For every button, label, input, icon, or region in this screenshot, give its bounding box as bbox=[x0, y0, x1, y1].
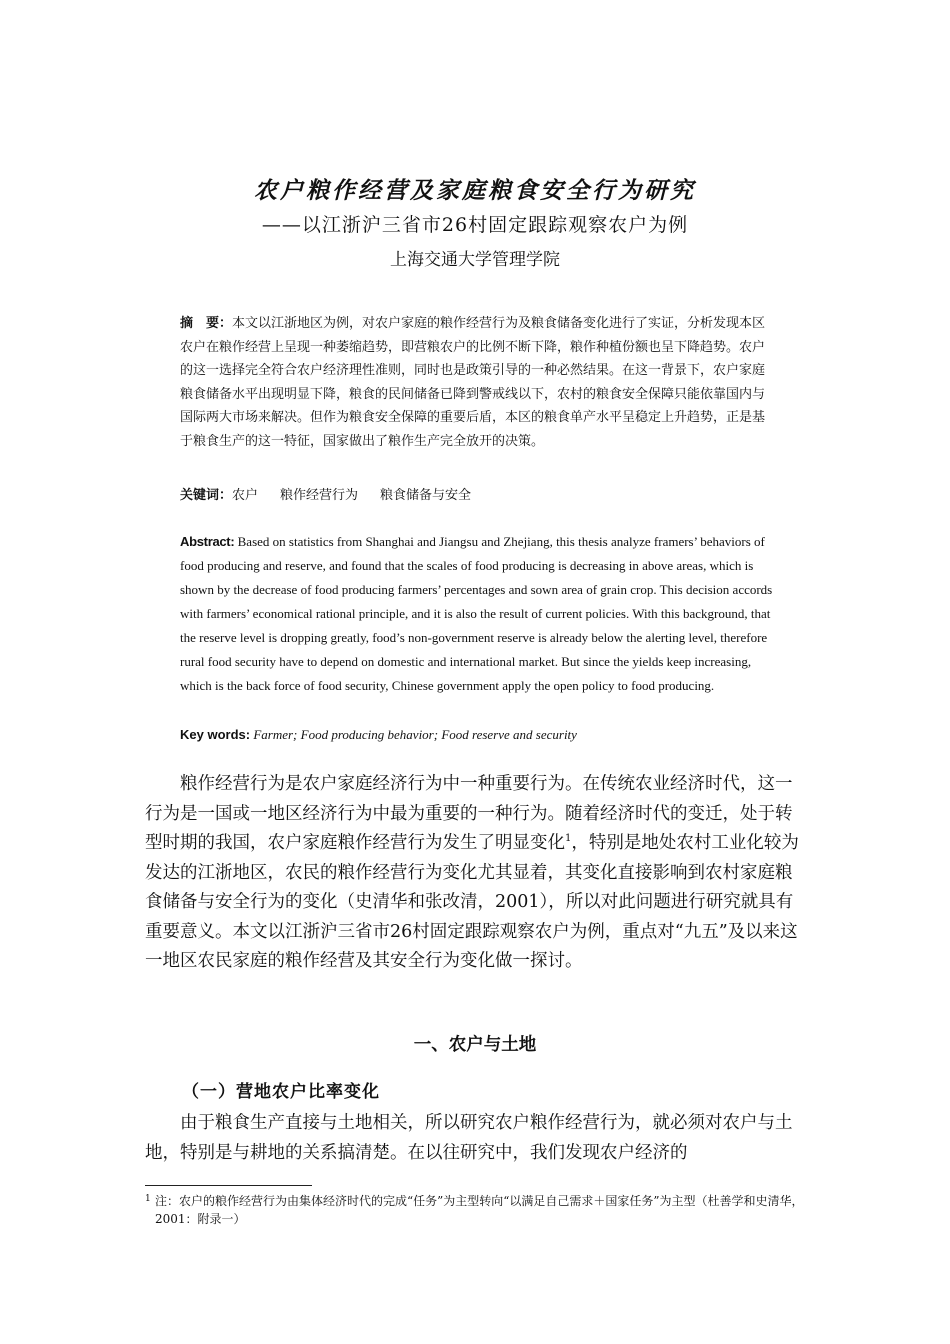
english-abstract-text: Based on statistics from Shanghai and Jiangsu and Zhejiang, this thesis analyze framers’ behaviors of food producing and reserve, and found that the scales of food producing is decreasing in above areas, which is shown by the decrease of food producing farmers’ percentages and sown area of grain crop. This decision accords with farmers’ economical rational principle, and it is also the result of current policies. With this background, that the reserve level is dropping greatly, food’s non-government reserve is already below the alerting level, therefore rural food security have to depend on domestic and international market. But since the yields keep increasing, which is the back force of food security, Chinese government apply the open policy to food producing. bbox=[180, 534, 773, 693]
chinese-keywords bbox=[180, 484, 493, 503]
footnote-text: 注：农户的粮作经营行为由集体经济时代的完成“任务”为主型转向“以满足自己需求＋国家任务”为主型（杜善学和史清华，2001：附录一） bbox=[155, 1194, 804, 1226]
english-abstract bbox=[180, 530, 780, 698]
chinese-abstract-text: 本文以江浙地区为例，对农户家庭的粮作经营行为及粮食储备变化进行了实证，分析发现本区农户在粮作经营上呈现一种萎缩趋势，即营粮农户的比例不断下降，粮作种植份额也呈下降趋势。农户的这一选择完全符合农户经济理性准则，同时也是政策引导的一种必然结果。在这一背景下，农户家庭粮食储备水平出现明显下降，粮食的民间储备已降到警戒线以下，农村的粮食安全保障只能依靠国内与国际两大市场来解决。但作为粮食安全保障的重要后盾，本区的粮食单产水平呈稳定上升趋势，正是基于粮食生产的这一特征，国家做出了粮作生产完全放开的决策。 bbox=[180, 316, 766, 449]
english-abstract-label: Abstract: bbox=[180, 534, 235, 549]
intro-paragraph bbox=[145, 770, 807, 977]
keyword-item: 农户 bbox=[232, 488, 259, 503]
keyword-item: 粮作经营行为 bbox=[280, 488, 359, 503]
paper-title: 农户粮作经营及家庭粮食安全行为研究 bbox=[254, 177, 696, 204]
english-keywords-values: Farmer; Food producing behavior; Food reserve and security bbox=[250, 727, 577, 742]
footnote bbox=[145, 1192, 810, 1228]
footnote-reference[interactable]: 1 bbox=[565, 833, 572, 845]
english-keywords bbox=[180, 727, 577, 743]
footnote-mark: 1 bbox=[145, 1194, 151, 1204]
author-affiliation: 上海交通大学管理学院 bbox=[390, 250, 560, 270]
intro-paragraph-text-a: 粮作经营行为是农户家庭经济行为中一种重要行为。在传统农业经济时代，这一行为是一国或一地区经济行为中最为重要的一种行为。随着经济时代的变迁，处于转型时期的我国，农户家庭粮作经营行为发生了明显变化 bbox=[145, 774, 793, 853]
intro-paragraph-text-b: ，特别是地处农村工业化较为发达的江浙地区，农民的粮作经营行为变化尤其显着，其变化直接影响到农村家庭粮食储备与安全行为的变化（史清华和张改清，2001），所以对此问题进行研究就具有重要意义。本文以江浙沪三省市26村固定跟踪观察农户为例，重点对“九五”及以来这一地区农民家庭的粮作经营及其安全行为变化做一探讨。 bbox=[145, 833, 799, 971]
section-paragraph: 由于粮食生产直接与土地相关，所以研究农户粮作经营行为，就必须对农户与土地，特别是与耕地的关系搞清楚。在以往研究中，我们发现农户经济的 bbox=[145, 1113, 793, 1163]
chinese-keywords-label: 关键词： bbox=[180, 488, 233, 503]
chinese-abstract-label: 摘 要： bbox=[180, 316, 233, 331]
section-heading: 一、农户与土地 bbox=[413, 1035, 537, 1055]
chinese-abstract bbox=[180, 312, 772, 454]
paper-subtitle: ——以江浙沪三省市26村固定跟踪观察农户为例 bbox=[261, 214, 689, 236]
subsection-heading: （一）营地农户比率变化 bbox=[182, 1082, 380, 1102]
footnote-divider bbox=[145, 1185, 312, 1186]
english-keywords-label: Key words: bbox=[180, 727, 251, 742]
keyword-item: 粮食储备与安全 bbox=[380, 488, 472, 503]
